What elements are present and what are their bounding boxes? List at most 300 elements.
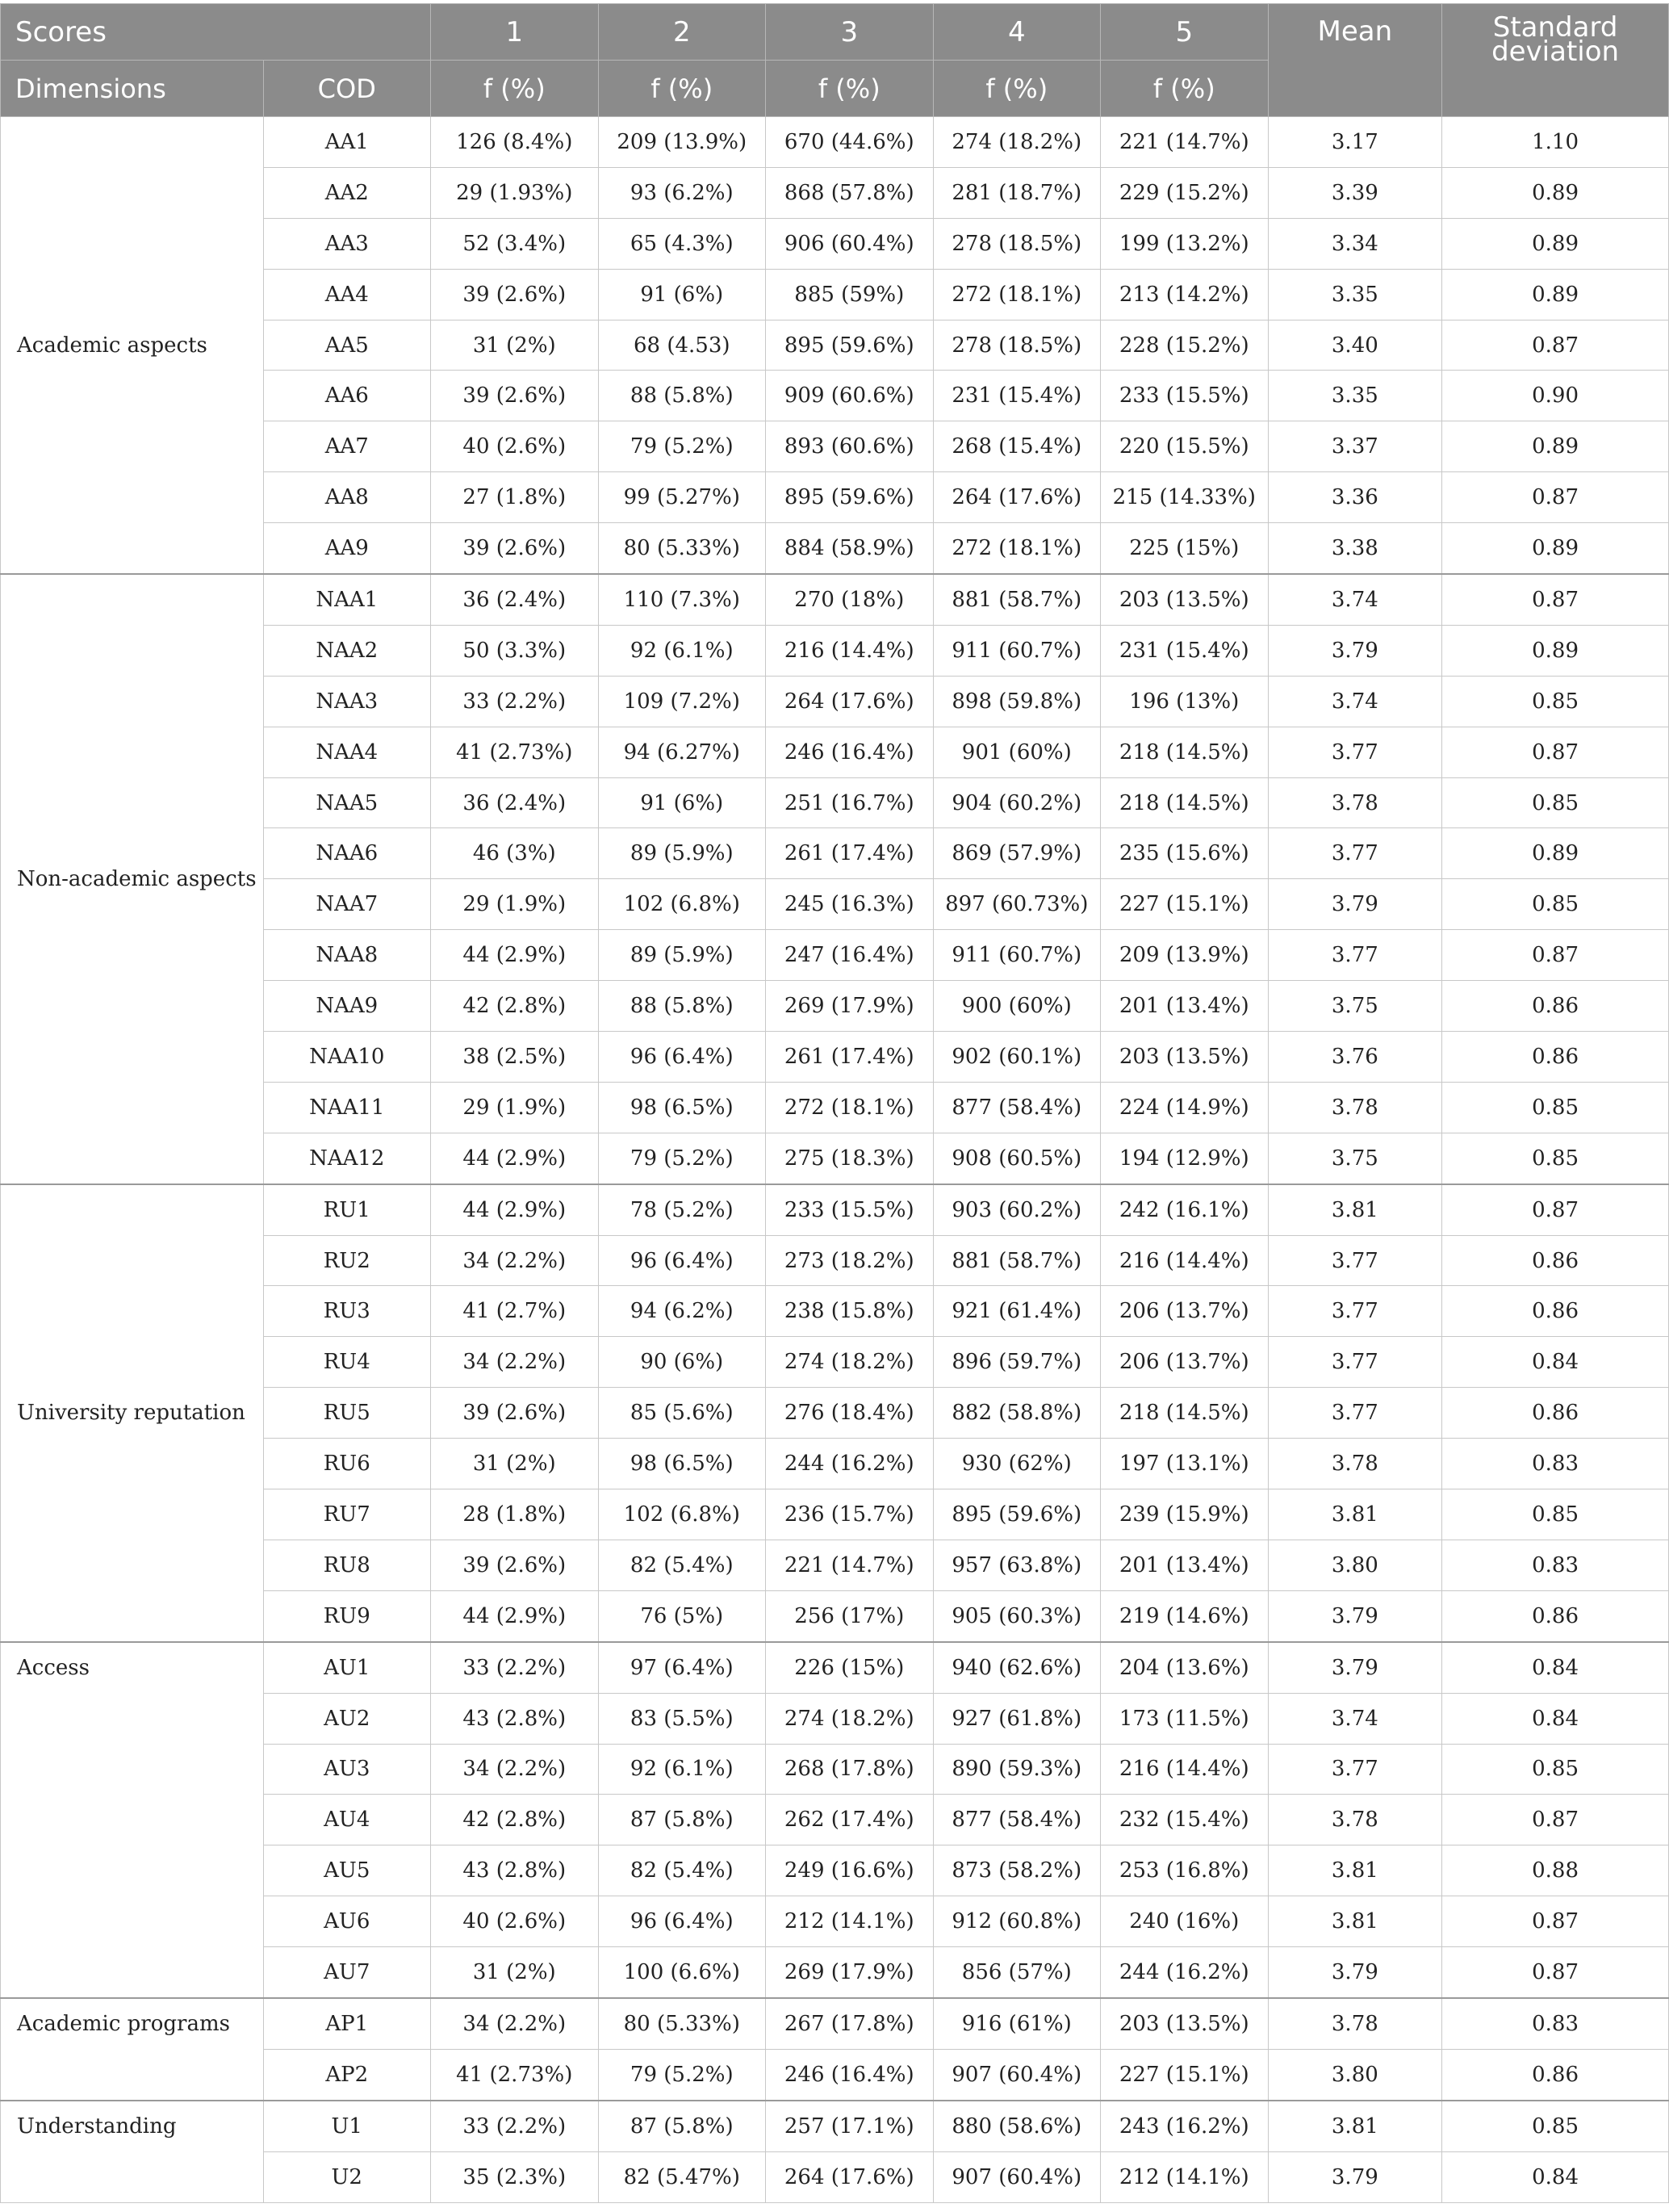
score-3-cell: 274 (18.2%) — [766, 1337, 934, 1388]
score-4-cell: 856 (57%) — [933, 1947, 1101, 1998]
score-2-cell: 68 (4.53) — [598, 320, 766, 371]
score-4-cell: 877 (58.4%) — [933, 1082, 1101, 1133]
score-1-cell: 36 (2.4%) — [431, 574, 599, 625]
score-3-cell: 256 (17%) — [766, 1590, 934, 1641]
score-4-cell: 873 (58.2%) — [933, 1845, 1101, 1896]
score-4-cell: 895 (59.6%) — [933, 1489, 1101, 1540]
mean-cell: 3.77 — [1268, 1235, 1442, 1286]
score-2-cell: 80 (5.33%) — [598, 523, 766, 574]
header-freq-4: f (%) — [933, 61, 1101, 117]
score-3-cell: 238 (15.8%) — [766, 1286, 934, 1337]
header-cod: COD — [263, 61, 431, 117]
mean-cell: 3.75 — [1268, 981, 1442, 1032]
table-header — [1, 4, 1669, 117]
table-row — [1, 2101, 1669, 2151]
score-1-cell: 43 (2.8%) — [431, 1693, 599, 1744]
score-2-cell: 82 (5.47%) — [598, 2151, 766, 2202]
score-5-cell: 213 (14.2%) — [1101, 269, 1269, 320]
mean-cell: 3.77 — [1268, 1286, 1442, 1337]
score-1-cell: 34 (2.2%) — [431, 1998, 599, 2049]
sd-cell: 0.84 — [1442, 1693, 1669, 1744]
score-4-cell: 898 (59.8%) — [933, 676, 1101, 727]
mean-cell: 3.40 — [1268, 320, 1442, 371]
score-5-cell: 216 (14.4%) — [1101, 1744, 1269, 1795]
score-3-cell: 267 (17.8%) — [766, 1998, 934, 2049]
score-3-cell: 261 (17.4%) — [766, 828, 934, 879]
score-5-cell: 218 (14.5%) — [1101, 727, 1269, 777]
dimension-label: Access — [1, 1642, 264, 1998]
score-5-cell: 212 (14.1%) — [1101, 2151, 1269, 2202]
score-2-cell: 110 (7.3%) — [598, 574, 766, 625]
cod-cell: AU7 — [263, 1947, 431, 1998]
score-1-cell: 41 (2.73%) — [431, 2049, 599, 2100]
header-standard-deviation: Standard deviation — [1442, 4, 1669, 117]
mean-cell: 3.77 — [1268, 1388, 1442, 1439]
sd-cell: 0.85 — [1442, 676, 1669, 727]
score-1-cell: 39 (2.6%) — [431, 1388, 599, 1439]
table-row — [1, 1998, 1669, 2049]
mean-cell: 3.36 — [1268, 472, 1442, 523]
cod-cell: NAA3 — [263, 676, 431, 727]
score-5-cell: 232 (15.4%) — [1101, 1795, 1269, 1845]
mean-cell: 3.77 — [1268, 1337, 1442, 1388]
cod-cell: NAA5 — [263, 777, 431, 828]
score-2-cell: 98 (6.5%) — [598, 1439, 766, 1489]
score-5-cell: 243 (16.2%) — [1101, 2101, 1269, 2151]
score-1-cell: 44 (2.9%) — [431, 1590, 599, 1641]
score-3-cell: 264 (17.6%) — [766, 2151, 934, 2202]
mean-cell: 3.79 — [1268, 879, 1442, 930]
mean-cell: 3.78 — [1268, 1082, 1442, 1133]
score-5-cell: 229 (15.2%) — [1101, 167, 1269, 218]
score-5-cell: 199 (13.2%) — [1101, 218, 1269, 269]
score-1-cell: 31 (2%) — [431, 320, 599, 371]
score-5-cell: 204 (13.6%) — [1101, 1642, 1269, 1693]
score-5-cell: 224 (14.9%) — [1101, 1082, 1269, 1133]
score-1-cell: 43 (2.8%) — [431, 1845, 599, 1896]
cod-cell: RU2 — [263, 1235, 431, 1286]
score-2-cell: 87 (5.8%) — [598, 1795, 766, 1845]
score-1-cell: 35 (2.3%) — [431, 2151, 599, 2202]
sd-cell: 0.85 — [1442, 777, 1669, 828]
score-2-cell: 92 (6.1%) — [598, 1744, 766, 1795]
sd-cell: 0.87 — [1442, 1947, 1669, 1998]
header-scores: Scores — [1, 4, 431, 61]
cod-cell: NAA9 — [263, 981, 431, 1032]
score-3-cell: 893 (60.6%) — [766, 421, 934, 472]
score-5-cell: 197 (13.1%) — [1101, 1439, 1269, 1489]
score-4-cell: 907 (60.4%) — [933, 2151, 1101, 2202]
score-4-cell: 911 (60.7%) — [933, 625, 1101, 676]
score-1-cell: 29 (1.9%) — [431, 879, 599, 930]
sd-cell: 0.89 — [1442, 269, 1669, 320]
mean-cell: 3.17 — [1268, 117, 1442, 168]
cod-cell: AU5 — [263, 1845, 431, 1896]
score-4-cell: 272 (18.1%) — [933, 523, 1101, 574]
score-4-cell: 278 (18.5%) — [933, 320, 1101, 371]
score-1-cell: 39 (2.6%) — [431, 371, 599, 421]
cod-cell: AU3 — [263, 1744, 431, 1795]
scores-table — [0, 3, 1669, 2203]
mean-cell: 3.78 — [1268, 777, 1442, 828]
cod-cell: NAA6 — [263, 828, 431, 879]
sd-cell: 0.89 — [1442, 218, 1669, 269]
table-body — [1, 117, 1669, 2203]
score-3-cell: 895 (59.6%) — [766, 472, 934, 523]
sd-cell: 0.86 — [1442, 1286, 1669, 1337]
mean-cell: 3.34 — [1268, 218, 1442, 269]
score-4-cell: 278 (18.5%) — [933, 218, 1101, 269]
score-2-cell: 78 (5.2%) — [598, 1184, 766, 1235]
mean-cell: 3.79 — [1268, 1947, 1442, 1998]
score-4-cell: 902 (60.1%) — [933, 1032, 1101, 1083]
cod-cell: RU5 — [263, 1388, 431, 1439]
header-score-3: 3 — [766, 4, 934, 61]
score-4-cell: 274 (18.2%) — [933, 117, 1101, 168]
score-1-cell: 42 (2.8%) — [431, 1795, 599, 1845]
mean-cell: 3.81 — [1268, 1896, 1442, 1947]
mean-cell: 3.80 — [1268, 1540, 1442, 1590]
score-2-cell: 80 (5.33%) — [598, 1998, 766, 2049]
score-1-cell: 27 (1.8%) — [431, 472, 599, 523]
score-5-cell: 228 (15.2%) — [1101, 320, 1269, 371]
cod-cell: AA4 — [263, 269, 431, 320]
dimension-label: University reputation — [1, 1184, 264, 1642]
mean-cell: 3.79 — [1268, 2151, 1442, 2202]
cod-cell: AA8 — [263, 472, 431, 523]
score-1-cell: 29 (1.9%) — [431, 1082, 599, 1133]
sd-cell: 0.89 — [1442, 523, 1669, 574]
score-3-cell: 270 (18%) — [766, 574, 934, 625]
score-5-cell: 173 (11.5%) — [1101, 1693, 1269, 1744]
mean-cell: 3.74 — [1268, 574, 1442, 625]
header-row-scores — [1, 4, 1669, 61]
score-2-cell: 96 (6.4%) — [598, 1032, 766, 1083]
score-3-cell: 257 (17.1%) — [766, 2101, 934, 2151]
cod-cell: RU9 — [263, 1590, 431, 1641]
score-4-cell: 877 (58.4%) — [933, 1795, 1101, 1845]
score-4-cell: 882 (58.8%) — [933, 1388, 1101, 1439]
score-4-cell: 881 (58.7%) — [933, 1235, 1101, 1286]
score-3-cell: 906 (60.4%) — [766, 218, 934, 269]
sd-cell: 0.87 — [1442, 574, 1669, 625]
sd-cell: 0.84 — [1442, 1337, 1669, 1388]
score-3-cell: 262 (17.4%) — [766, 1795, 934, 1845]
score-1-cell: 36 (2.4%) — [431, 777, 599, 828]
sd-cell: 1.10 — [1442, 117, 1669, 168]
header-dimensions: Dimensions — [1, 61, 264, 117]
score-4-cell: 281 (18.7%) — [933, 167, 1101, 218]
score-4-cell: 900 (60%) — [933, 981, 1101, 1032]
score-5-cell: 253 (16.8%) — [1101, 1845, 1269, 1896]
score-5-cell: 227 (15.1%) — [1101, 2049, 1269, 2100]
mean-cell: 3.81 — [1268, 2101, 1442, 2151]
sd-cell: 0.85 — [1442, 879, 1669, 930]
cod-cell: U1 — [263, 2101, 431, 2151]
score-5-cell: 231 (15.4%) — [1101, 625, 1269, 676]
cod-cell: AP1 — [263, 1998, 431, 2049]
header-freq-5: f (%) — [1101, 61, 1269, 117]
score-4-cell: 264 (17.6%) — [933, 472, 1101, 523]
sd-cell: 0.83 — [1442, 1540, 1669, 1590]
score-1-cell: 29 (1.93%) — [431, 167, 599, 218]
cod-cell: AA6 — [263, 371, 431, 421]
sd-cell: 0.86 — [1442, 981, 1669, 1032]
score-1-cell: 28 (1.8%) — [431, 1489, 599, 1540]
score-3-cell: 868 (57.8%) — [766, 167, 934, 218]
score-5-cell: 244 (16.2%) — [1101, 1947, 1269, 1998]
score-5-cell: 239 (15.9%) — [1101, 1489, 1269, 1540]
score-1-cell: 52 (3.4%) — [431, 218, 599, 269]
score-2-cell: 92 (6.1%) — [598, 625, 766, 676]
mean-cell: 3.77 — [1268, 727, 1442, 777]
score-2-cell: 96 (6.4%) — [598, 1235, 766, 1286]
cod-cell: NAA11 — [263, 1082, 431, 1133]
sd-cell: 0.86 — [1442, 1235, 1669, 1286]
mean-cell: 3.74 — [1268, 676, 1442, 727]
mean-cell: 3.80 — [1268, 2049, 1442, 2100]
score-5-cell: 201 (13.4%) — [1101, 981, 1269, 1032]
mean-cell: 3.35 — [1268, 269, 1442, 320]
score-3-cell: 212 (14.1%) — [766, 1896, 934, 1947]
score-2-cell: 94 (6.2%) — [598, 1286, 766, 1337]
sd-cell: 0.89 — [1442, 167, 1669, 218]
score-4-cell: 897 (60.73%) — [933, 879, 1101, 930]
cod-cell: NAA10 — [263, 1032, 431, 1083]
score-4-cell: 905 (60.3%) — [933, 1590, 1101, 1641]
score-5-cell: 219 (14.6%) — [1101, 1590, 1269, 1641]
sd-cell: 0.85 — [1442, 1133, 1669, 1184]
sd-cell: 0.85 — [1442, 1744, 1669, 1795]
score-4-cell: 890 (59.3%) — [933, 1744, 1101, 1795]
table-row — [1, 1184, 1669, 1235]
score-1-cell: 41 (2.73%) — [431, 727, 599, 777]
score-3-cell: 233 (15.5%) — [766, 1184, 934, 1235]
sd-cell: 0.87 — [1442, 930, 1669, 981]
score-2-cell: 94 (6.27%) — [598, 727, 766, 777]
score-4-cell: 268 (15.4%) — [933, 421, 1101, 472]
score-5-cell: 201 (13.4%) — [1101, 1540, 1269, 1590]
sd-cell: 0.87 — [1442, 727, 1669, 777]
score-1-cell: 41 (2.7%) — [431, 1286, 599, 1337]
score-3-cell: 264 (17.6%) — [766, 676, 934, 727]
score-3-cell: 247 (16.4%) — [766, 930, 934, 981]
score-3-cell: 274 (18.2%) — [766, 1693, 934, 1744]
mean-cell: 3.79 — [1268, 625, 1442, 676]
score-2-cell: 82 (5.4%) — [598, 1540, 766, 1590]
score-1-cell: 33 (2.2%) — [431, 1642, 599, 1693]
mean-cell: 3.81 — [1268, 1845, 1442, 1896]
score-4-cell: 921 (61.4%) — [933, 1286, 1101, 1337]
score-2-cell: 99 (5.27%) — [598, 472, 766, 523]
score-3-cell: 246 (16.4%) — [766, 727, 934, 777]
cod-cell: NAA4 — [263, 727, 431, 777]
sd-cell: 0.83 — [1442, 1439, 1669, 1489]
score-3-cell: 670 (44.6%) — [766, 117, 934, 168]
score-4-cell: 908 (60.5%) — [933, 1133, 1101, 1184]
sd-cell: 0.87 — [1442, 1795, 1669, 1845]
sd-cell: 0.89 — [1442, 828, 1669, 879]
score-2-cell: 97 (6.4%) — [598, 1642, 766, 1693]
score-1-cell: 38 (2.5%) — [431, 1032, 599, 1083]
score-2-cell: 100 (6.6%) — [598, 1947, 766, 1998]
cod-cell: NAA7 — [263, 879, 431, 930]
score-4-cell: 904 (60.2%) — [933, 777, 1101, 828]
score-1-cell: 34 (2.2%) — [431, 1235, 599, 1286]
sd-cell: 0.86 — [1442, 1388, 1669, 1439]
dimension-label: Understanding — [1, 2101, 264, 2202]
score-2-cell: 102 (6.8%) — [598, 1489, 766, 1540]
cod-cell: U2 — [263, 2151, 431, 2202]
score-4-cell: 916 (61%) — [933, 1998, 1101, 2049]
cod-cell: RU6 — [263, 1439, 431, 1489]
score-2-cell: 79 (5.2%) — [598, 1133, 766, 1184]
score-5-cell: 203 (13.5%) — [1101, 574, 1269, 625]
score-3-cell: 273 (18.2%) — [766, 1235, 934, 1286]
header-score-2: 2 — [598, 4, 766, 61]
score-2-cell: 79 (5.2%) — [598, 2049, 766, 2100]
score-3-cell: 245 (16.3%) — [766, 879, 934, 930]
mean-cell: 3.35 — [1268, 371, 1442, 421]
mean-cell: 3.38 — [1268, 523, 1442, 574]
score-4-cell: 907 (60.4%) — [933, 2049, 1101, 2100]
score-3-cell: 909 (60.6%) — [766, 371, 934, 421]
score-5-cell: 233 (15.5%) — [1101, 371, 1269, 421]
score-5-cell: 242 (16.1%) — [1101, 1184, 1269, 1235]
scores-table-container — [0, 3, 1669, 2203]
score-2-cell: 88 (5.8%) — [598, 371, 766, 421]
score-4-cell: 272 (18.1%) — [933, 269, 1101, 320]
score-4-cell: 231 (15.4%) — [933, 371, 1101, 421]
score-3-cell: 244 (16.2%) — [766, 1439, 934, 1489]
cod-cell: RU1 — [263, 1184, 431, 1235]
score-2-cell: 76 (5%) — [598, 1590, 766, 1641]
score-2-cell: 109 (7.2%) — [598, 676, 766, 727]
mean-cell: 3.74 — [1268, 1693, 1442, 1744]
cod-cell: AA2 — [263, 167, 431, 218]
cod-cell: AU6 — [263, 1896, 431, 1947]
mean-cell: 3.78 — [1268, 1998, 1442, 2049]
score-3-cell: 249 (16.6%) — [766, 1845, 934, 1896]
score-1-cell: 44 (2.9%) — [431, 930, 599, 981]
score-5-cell: 196 (13%) — [1101, 676, 1269, 727]
sd-cell: 0.86 — [1442, 1032, 1669, 1083]
score-5-cell: 227 (15.1%) — [1101, 879, 1269, 930]
cod-cell: AA3 — [263, 218, 431, 269]
score-2-cell: 102 (6.8%) — [598, 879, 766, 930]
score-5-cell: 225 (15%) — [1101, 523, 1269, 574]
score-3-cell: 221 (14.7%) — [766, 1540, 934, 1590]
score-5-cell: 218 (14.5%) — [1101, 777, 1269, 828]
score-4-cell: 869 (57.9%) — [933, 828, 1101, 879]
header-freq-2: f (%) — [598, 61, 766, 117]
mean-cell: 3.77 — [1268, 930, 1442, 981]
score-5-cell: 220 (15.5%) — [1101, 421, 1269, 472]
table-row — [1, 574, 1669, 625]
sd-cell: 0.87 — [1442, 1184, 1669, 1235]
cod-cell: RU8 — [263, 1540, 431, 1590]
sd-cell: 0.85 — [1442, 1489, 1669, 1540]
cod-cell: NAA12 — [263, 1133, 431, 1184]
score-4-cell: 957 (63.8%) — [933, 1540, 1101, 1590]
cod-cell: RU7 — [263, 1489, 431, 1540]
score-4-cell: 912 (60.8%) — [933, 1896, 1101, 1947]
score-3-cell: 246 (16.4%) — [766, 2049, 934, 2100]
sd-cell: 0.87 — [1442, 320, 1669, 371]
score-2-cell: 96 (6.4%) — [598, 1896, 766, 1947]
score-3-cell: 895 (59.6%) — [766, 320, 934, 371]
sd-cell: 0.85 — [1442, 2101, 1669, 2151]
mean-cell: 3.78 — [1268, 1439, 1442, 1489]
header-freq-1: f (%) — [431, 61, 599, 117]
score-4-cell: 927 (61.8%) — [933, 1693, 1101, 1744]
sd-cell: 0.83 — [1442, 1998, 1669, 2049]
score-3-cell: 269 (17.9%) — [766, 981, 934, 1032]
score-1-cell: 126 (8.4%) — [431, 117, 599, 168]
sd-cell: 0.89 — [1442, 625, 1669, 676]
score-2-cell: 65 (4.3%) — [598, 218, 766, 269]
score-1-cell: 39 (2.6%) — [431, 523, 599, 574]
score-4-cell: 940 (62.6%) — [933, 1642, 1101, 1693]
dimension-label: Academic aspects — [1, 117, 264, 575]
cod-cell: NAA8 — [263, 930, 431, 981]
score-3-cell: 216 (14.4%) — [766, 625, 934, 676]
score-5-cell: 240 (16%) — [1101, 1896, 1269, 1947]
sd-cell: 0.90 — [1442, 371, 1669, 421]
score-1-cell: 34 (2.2%) — [431, 1744, 599, 1795]
score-5-cell: 221 (14.7%) — [1101, 117, 1269, 168]
mean-cell: 3.78 — [1268, 1795, 1442, 1845]
score-4-cell: 903 (60.2%) — [933, 1184, 1101, 1235]
score-1-cell: 44 (2.9%) — [431, 1184, 599, 1235]
sd-cell: 0.86 — [1442, 2049, 1669, 2100]
score-5-cell: 215 (14.33%) — [1101, 472, 1269, 523]
score-1-cell: 40 (2.6%) — [431, 421, 599, 472]
score-3-cell: 272 (18.1%) — [766, 1082, 934, 1133]
score-1-cell: 44 (2.9%) — [431, 1133, 599, 1184]
score-3-cell: 885 (59%) — [766, 269, 934, 320]
mean-cell: 3.81 — [1268, 1489, 1442, 1540]
score-1-cell: 39 (2.6%) — [431, 1540, 599, 1590]
cod-cell: AU1 — [263, 1642, 431, 1693]
score-3-cell: 269 (17.9%) — [766, 1947, 934, 1998]
score-2-cell: 93 (6.2%) — [598, 167, 766, 218]
score-2-cell: 91 (6%) — [598, 269, 766, 320]
score-3-cell: 236 (15.7%) — [766, 1489, 934, 1540]
sd-cell: 0.84 — [1442, 1642, 1669, 1693]
sd-cell: 0.85 — [1442, 1082, 1669, 1133]
score-1-cell: 40 (2.6%) — [431, 1896, 599, 1947]
score-1-cell: 33 (2.2%) — [431, 2101, 599, 2151]
score-4-cell: 880 (58.6%) — [933, 2101, 1101, 2151]
score-3-cell: 226 (15%) — [766, 1642, 934, 1693]
score-2-cell: 82 (5.4%) — [598, 1845, 766, 1896]
score-5-cell: 206 (13.7%) — [1101, 1337, 1269, 1388]
score-2-cell: 87 (5.8%) — [598, 2101, 766, 2151]
score-2-cell: 79 (5.2%) — [598, 421, 766, 472]
header-score-5: 5 — [1101, 4, 1269, 61]
mean-cell: 3.75 — [1268, 1133, 1442, 1184]
mean-cell: 3.77 — [1268, 1744, 1442, 1795]
score-3-cell: 884 (58.9%) — [766, 523, 934, 574]
cod-cell: AU2 — [263, 1693, 431, 1744]
score-1-cell: 34 (2.2%) — [431, 1337, 599, 1388]
score-5-cell: 203 (13.5%) — [1101, 1998, 1269, 2049]
cod-cell: AA1 — [263, 117, 431, 168]
score-5-cell: 203 (13.5%) — [1101, 1032, 1269, 1083]
score-1-cell: 31 (2%) — [431, 1439, 599, 1489]
score-3-cell: 276 (18.4%) — [766, 1388, 934, 1439]
